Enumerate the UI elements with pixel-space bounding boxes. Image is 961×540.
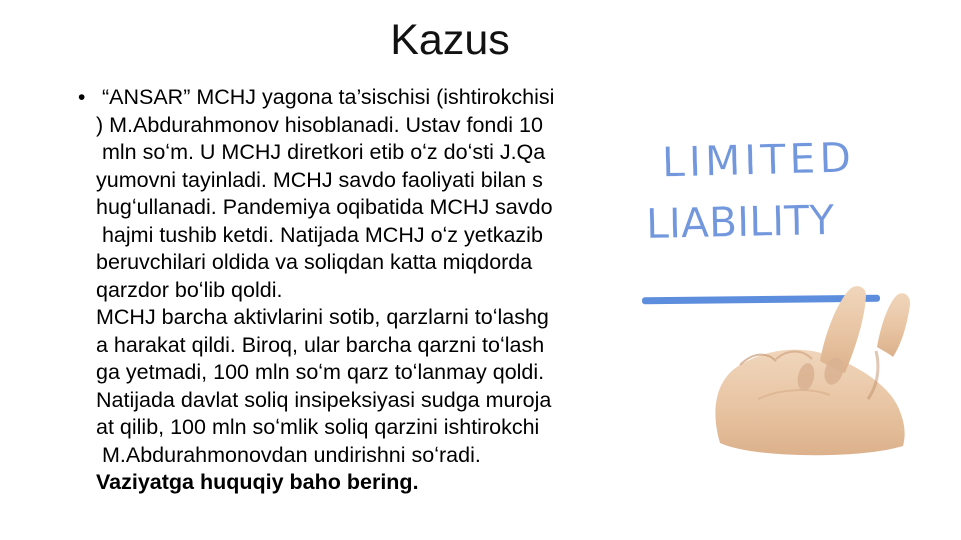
limited-liability-photo — [640, 106, 952, 458]
body-line: yumovni tayinladi. MCHJ savdo faoliyati bilan s — [96, 167, 543, 192]
hand-drawing-line-illustration — [640, 281, 952, 458]
photo-caption-limited: LIMITED — [661, 133, 856, 187]
body-line: at qilib, 100 mln soʻmlik soliq qarzini ishtirokchi — [96, 415, 540, 439]
bullet-marker: • — [78, 86, 86, 109]
body-line: beruvchilari oldida va soliqdan katta miqdorda — [96, 250, 533, 274]
body-line: hugʻullanadi. Pandemiya oqibatida MCHJ savdo — [96, 195, 553, 219]
body-line: a harakat qildi. Biroq, ular barcha qarzni toʻlash — [96, 332, 545, 357]
body-line-question: Vaziyatga huquqiy baho bering. — [96, 470, 419, 494]
slide-title: Kazus — [390, 16, 510, 64]
body-line: ga yetmadi, 100 mln soʻm qarz toʻlanmay qoldi. — [96, 360, 545, 384]
body-line: MCHJ barcha aktivlarini sotib, qarzlarni toʻlashg — [96, 305, 549, 329]
body-line: “ANSAR” MCHJ yagona ta’sischisi (ishtirokchisi — [96, 85, 555, 109]
body-text-block — [75, 84, 600, 497]
body-lines — [96, 84, 600, 497]
hand-photo — [640, 281, 952, 458]
body-line: hajmi tushib ketdi. Natijada MCHJ oʻz yetkazib — [96, 222, 543, 247]
body-line: Natijada davlat soliq insipeksiyasi sudga muroja — [96, 387, 552, 412]
body-line: ) M.Abdurahmonov hisoblanadi. Ustav fondi 10 — [96, 112, 543, 137]
photo-caption-liability: LIABILITY — [645, 196, 835, 248]
body-line: qarzdor boʻlib qoldi. — [96, 277, 283, 302]
body-line: M.Abdurahmonovdan undirishni soʻradi. — [96, 442, 481, 467]
body-line: mln soʻm. U MCHJ diretkori etib oʻz doʻsti J.Qa — [96, 140, 546, 164]
